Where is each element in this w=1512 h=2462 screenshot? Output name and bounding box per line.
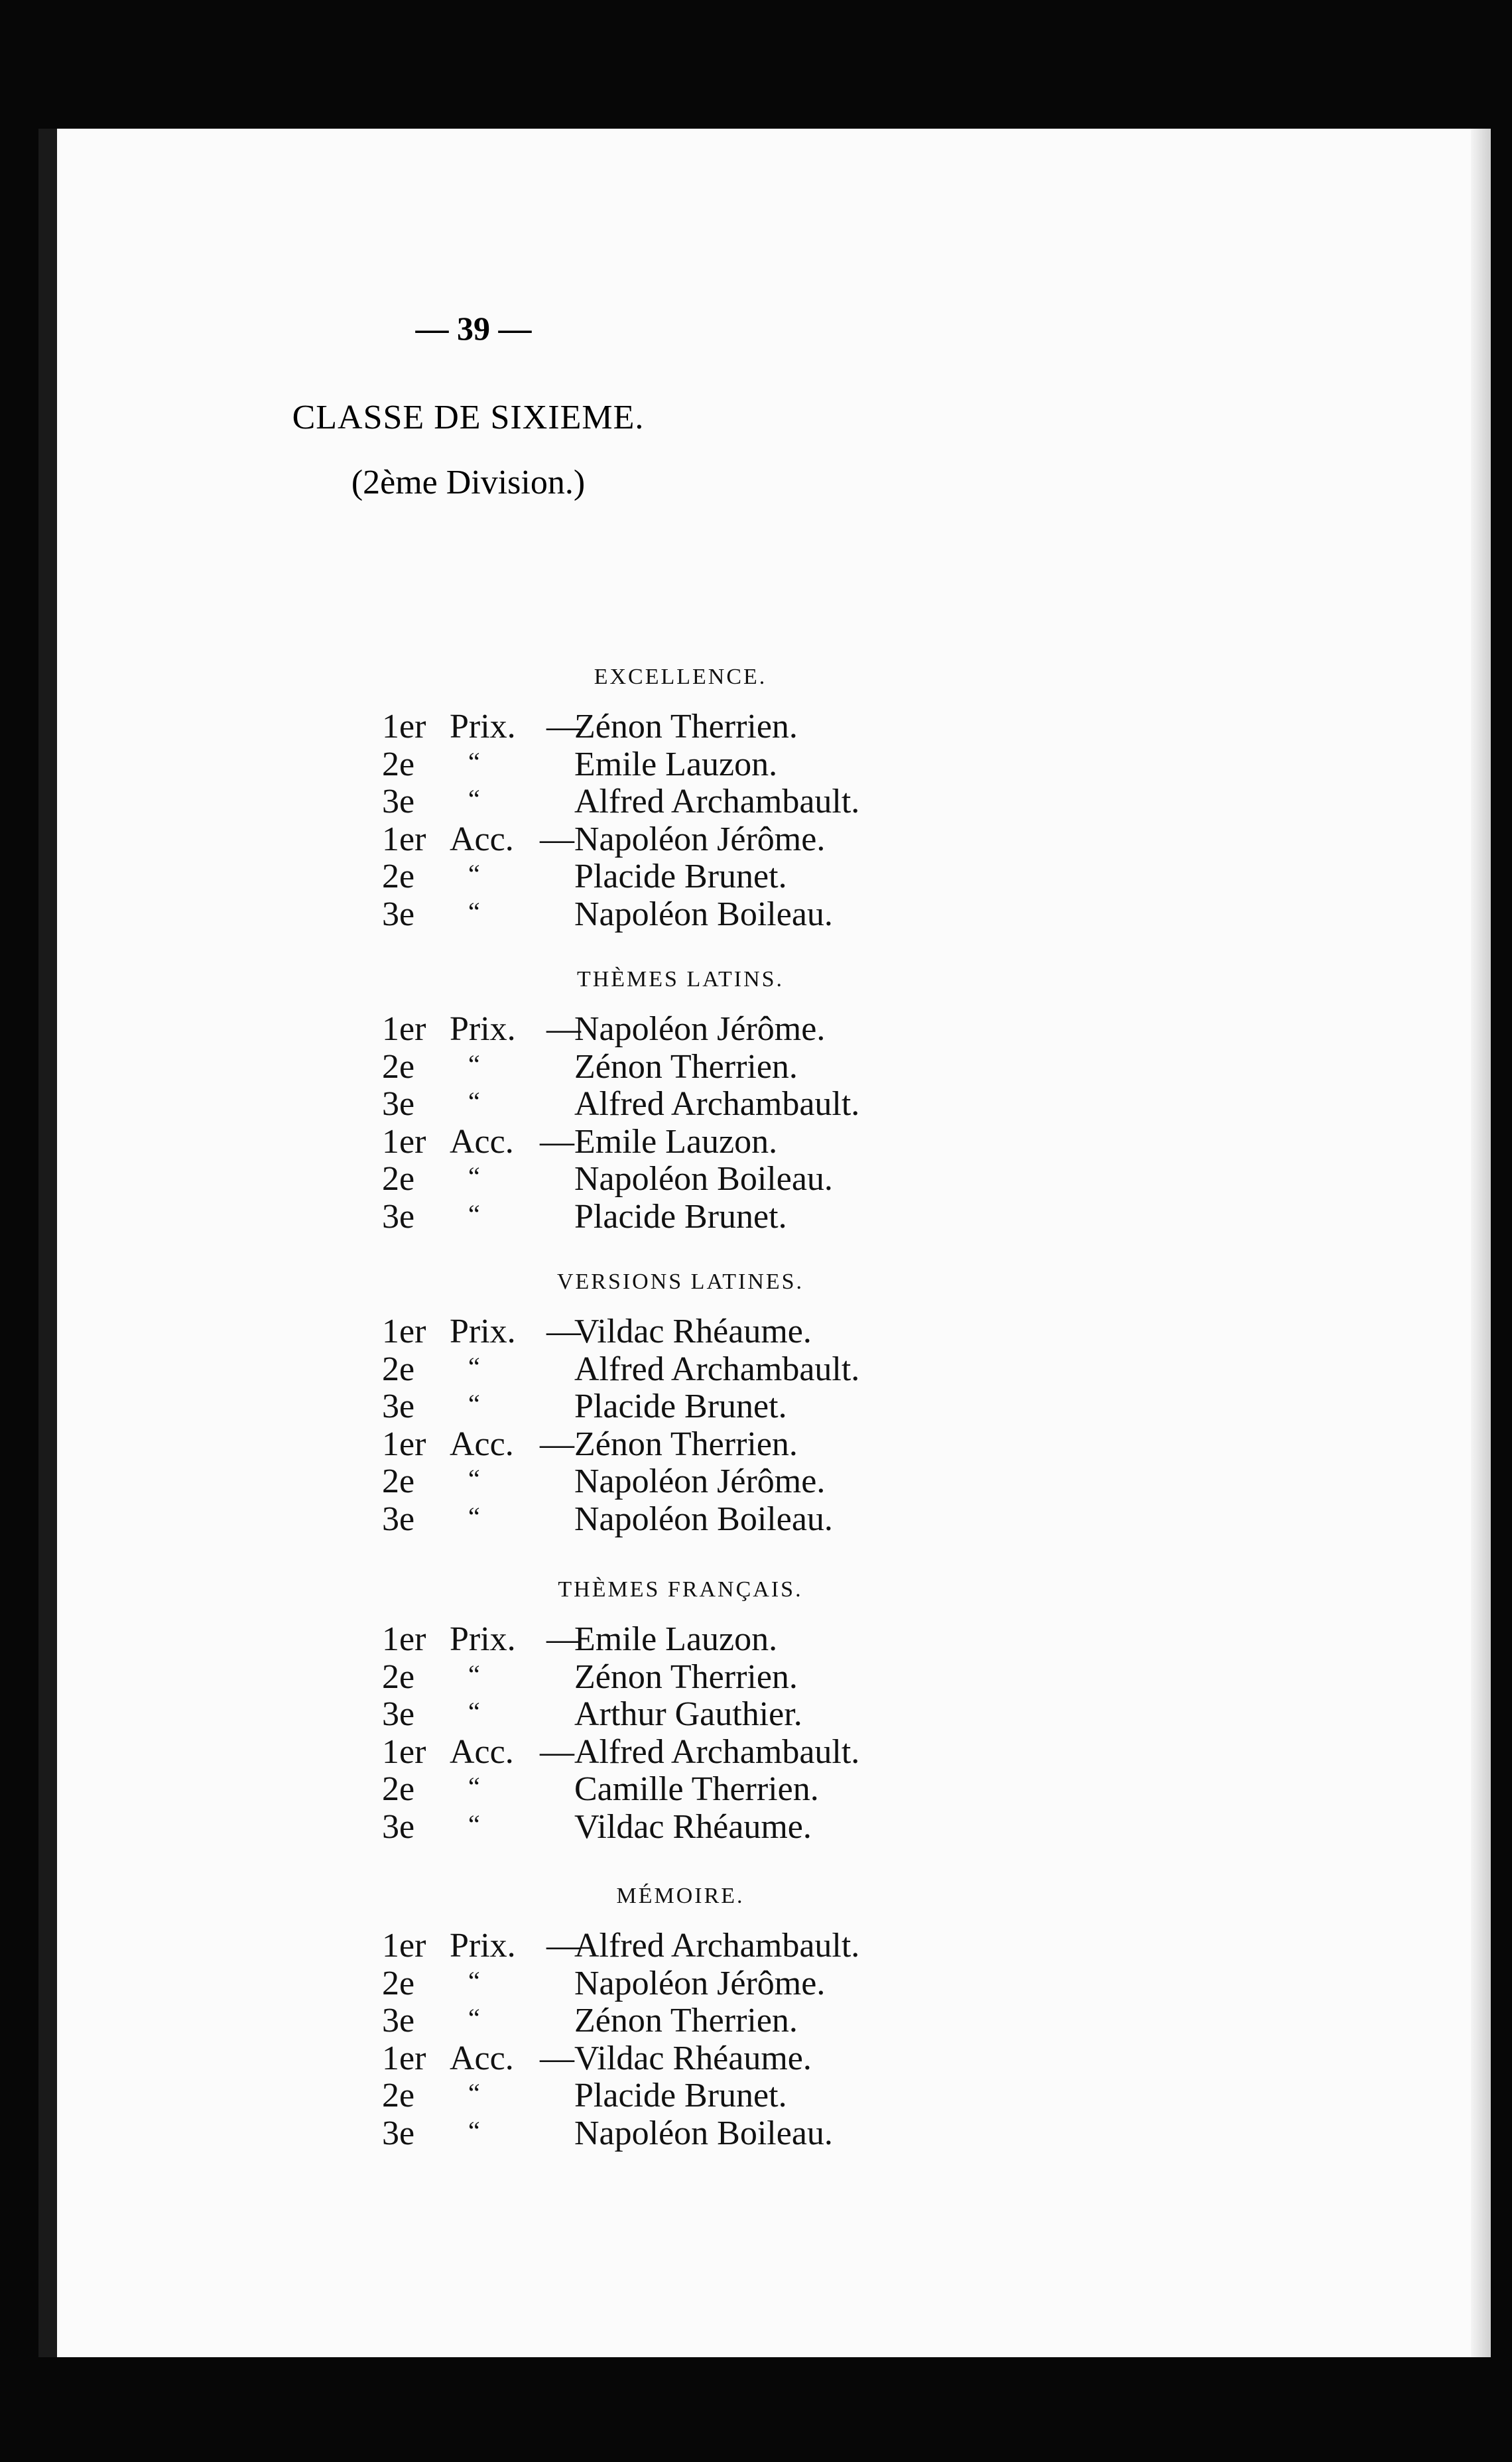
page-edge-shadow — [1471, 129, 1491, 2357]
entry-rank: 3e — [382, 2002, 415, 2040]
entry-dash: — — [546, 1620, 581, 1658]
entry-kind: Acc. — [450, 1425, 514, 1463]
section-heading: THÈMES FRANÇAIS. — [558, 1577, 803, 1602]
entry-rank: 3e — [382, 2114, 415, 2152]
ditto-mark: “ — [468, 1464, 480, 1494]
entry-rank: 3e — [382, 1500, 415, 1538]
entry-name: Napoléon Jérôme. — [574, 820, 826, 858]
entry-rank: 2e — [382, 1047, 415, 1086]
entry-rank: 3e — [382, 1388, 415, 1425]
entry-dash: — — [546, 1927, 581, 1965]
entry-rank: 1er — [382, 1732, 426, 1771]
entry-name: Vildac Rhéaume. — [574, 1313, 812, 1350]
entry-name: Vildac Rhéaume. — [574, 2039, 812, 2077]
ditto-mark: “ — [468, 859, 480, 889]
page-subtitle: (2ème Division.) — [351, 464, 586, 501]
entry-rank: 3e — [382, 1695, 415, 1733]
entry-rank: 1er — [382, 2039, 426, 2077]
entry-dash: — — [540, 820, 574, 858]
entry-rank: 1er — [382, 1010, 426, 1048]
section-heading: THÈMES LATINS. — [576, 967, 785, 992]
entry-rank: 2e — [382, 1350, 415, 1388]
entry-name: Napoléon Boileau. — [574, 1500, 833, 1538]
entry-rank: 1er — [382, 1313, 426, 1350]
page-title: CLASSE DE SIXIEME. — [292, 399, 645, 436]
entry-name: Alfred Archambault. — [574, 1732, 860, 1771]
section-heading: EXCELLENCE. — [594, 665, 767, 689]
entry-rank: 2e — [382, 1964, 415, 2002]
entry-kind: Prix. — [450, 1927, 516, 1965]
entry-rank: 3e — [382, 1197, 415, 1236]
ditto-mark: “ — [468, 746, 480, 777]
entry-name: Zénon Therrien. — [574, 708, 798, 745]
entry-rank: 2e — [382, 1770, 415, 1808]
entry-rank: 2e — [382, 1160, 415, 1198]
entry-kind: Prix. — [450, 1620, 516, 1658]
entry-name: Napoléon Boileau. — [574, 895, 833, 933]
entry-name: Zénon Therrien. — [574, 1425, 798, 1463]
ditto-mark: “ — [468, 1772, 480, 1801]
entry-rank: 2e — [382, 2077, 415, 2114]
entry-kind: Acc. — [450, 1732, 514, 1771]
entry-rank: 2e — [382, 1462, 415, 1500]
ditto-mark: “ — [468, 1697, 480, 1726]
entry-rank: 1er — [382, 708, 426, 745]
page-number: — 39 — — [415, 310, 532, 347]
section-heading: MÉMOIRE. — [616, 1884, 745, 1908]
entry-name: Placide Brunet. — [574, 1388, 787, 1425]
ditto-mark: “ — [468, 1501, 480, 1531]
entry-kind: Prix. — [450, 1313, 516, 1350]
ditto-mark: “ — [468, 896, 480, 927]
entry-name: Camille Therrien. — [574, 1770, 819, 1808]
ditto-mark: “ — [468, 1199, 480, 1229]
entry-rank: 1er — [382, 1620, 426, 1658]
entry-name: Alfred Archambault. — [574, 1085, 860, 1123]
entry-dash: — — [540, 2039, 574, 2077]
ditto-mark: “ — [468, 1161, 480, 1191]
ditto-mark: “ — [468, 2003, 480, 2033]
ditto-mark: “ — [468, 1659, 480, 1689]
ditto-mark: “ — [468, 1389, 480, 1419]
entry-name: Alfred Archambault. — [574, 1350, 860, 1388]
book-page — [38, 129, 1491, 2357]
ditto-mark: “ — [468, 1809, 480, 1839]
entry-name: Napoléon Jérôme. — [574, 1964, 826, 2002]
ditto-mark: “ — [468, 1086, 480, 1116]
entry-dash: — — [540, 1732, 574, 1771]
entry-dash: — — [546, 1010, 581, 1048]
entry-name: Zénon Therrien. — [574, 1047, 798, 1086]
entry-name: Zénon Therrien. — [574, 2002, 798, 2040]
entry-rank: 2e — [382, 858, 415, 895]
entry-rank: 1er — [382, 1425, 426, 1463]
entry-name: Napoléon Boileau. — [574, 1160, 833, 1198]
entry-rank: 1er — [382, 1122, 426, 1161]
entry-kind: Acc. — [450, 1122, 514, 1161]
entry-name: Emile Lauzon. — [574, 1122, 778, 1161]
entry-name: Alfred Archambault. — [574, 783, 860, 820]
entry-kind: Prix. — [450, 708, 516, 745]
entry-rank: 2e — [382, 1657, 415, 1696]
ditto-mark: “ — [468, 2078, 480, 2108]
entry-rank: 2e — [382, 745, 415, 783]
entry-rank: 1er — [382, 820, 426, 858]
entry-rank: 3e — [382, 895, 415, 933]
entry-rank: 3e — [382, 783, 415, 820]
entry-name: Placide Brunet. — [574, 1197, 787, 1236]
entry-rank: 3e — [382, 1807, 415, 1846]
ditto-mark: “ — [468, 2115, 480, 2146]
entry-name: Vildac Rhéaume. — [574, 1807, 812, 1846]
entry-name: Alfred Archambault. — [574, 1927, 860, 1965]
ditto-mark: “ — [468, 1351, 480, 1382]
entry-name: Napoléon Boileau. — [574, 2114, 833, 2152]
ditto-mark: “ — [468, 784, 480, 814]
entry-dash: — — [546, 1313, 581, 1350]
entry-kind: Acc. — [450, 820, 514, 858]
entry-name: Napoléon Jérôme. — [574, 1010, 826, 1048]
entry-rank: 3e — [382, 1085, 415, 1123]
entry-dash: — — [540, 1425, 574, 1463]
entry-kind: Prix. — [450, 1010, 516, 1048]
entry-name: Emile Lauzon. — [574, 1620, 778, 1658]
ditto-mark: “ — [468, 1049, 480, 1079]
ditto-mark: “ — [468, 1965, 480, 1996]
section-heading: VERSIONS LATINES. — [556, 1269, 804, 1294]
entry-name: Emile Lauzon. — [574, 745, 778, 783]
entry-name: Placide Brunet. — [574, 2077, 787, 2114]
entry-name: Zénon Therrien. — [574, 1657, 798, 1696]
entry-kind: Acc. — [450, 2039, 514, 2077]
entry-name: Arthur Gauthier. — [574, 1695, 802, 1733]
entry-name: Placide Brunet. — [574, 858, 787, 895]
entry-name: Napoléon Jérôme. — [574, 1462, 826, 1500]
entry-rank: 1er — [382, 1927, 426, 1965]
entry-dash: — — [546, 708, 581, 745]
entry-dash: — — [540, 1122, 574, 1161]
